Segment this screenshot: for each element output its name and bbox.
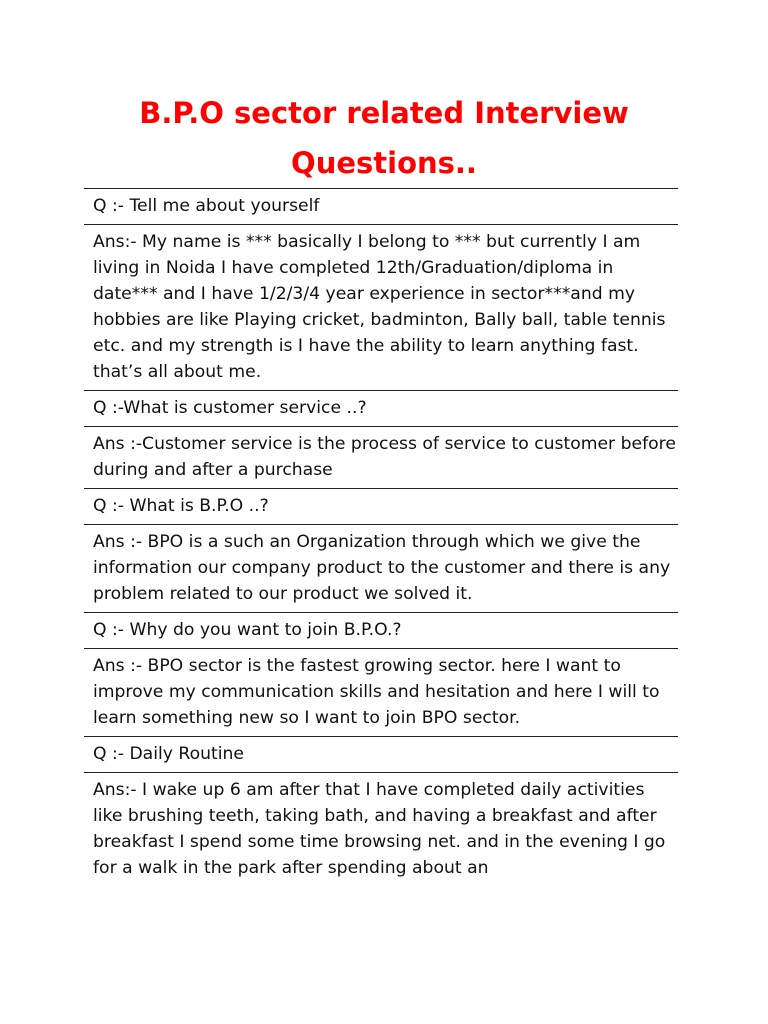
answer-4: Ans :- BPO sector is the fastest growing sector. here I want to improve my communication skills and hesitation and here I will to learn something new so I want to join BPO sector. [84,649,678,737]
question-5: Q :- Daily Routine [84,737,678,773]
question-3: Q :- What is B.P.O ..? [84,489,678,525]
question-1: Q :- Tell me about yourself [84,189,678,225]
question-4: Q :- Why do you want to join B.P.O.? [84,613,678,649]
page-title: B.P.O sector related Interview Questions.. [139,96,629,180]
answer-3: Ans :- BPO is a such an Organization through which we give the information our company product to the customer and there is any problem related to our product we solved it. [84,525,678,613]
answer-1: Ans:- My name is *** basically I belong to *** but currently I am living in Noida I have completed 12th/Graduation/diploma in date*** and I have 1/2/3/4 year experience in sector***and my hobbies are like Playing cricket, badminton, Bally ball, table tennis etc. and my strength is I have the ability to learn anything fast. that’s all about me. [84,225,678,391]
question-2: Q :-What is customer service ..? [84,391,678,427]
answer-5: Ans:- I wake up 6 am after that I have completed daily activities like brushing teeth, taking bath, and having a breakfast and after breakfast I spend some time browsing net. and in the evening I go for a walk in the park after spending about an [93,780,666,878]
qa-table [84,188,678,886]
answer-2: Ans :-Customer service is the process of service to customer before during and after a purchase [84,427,678,489]
